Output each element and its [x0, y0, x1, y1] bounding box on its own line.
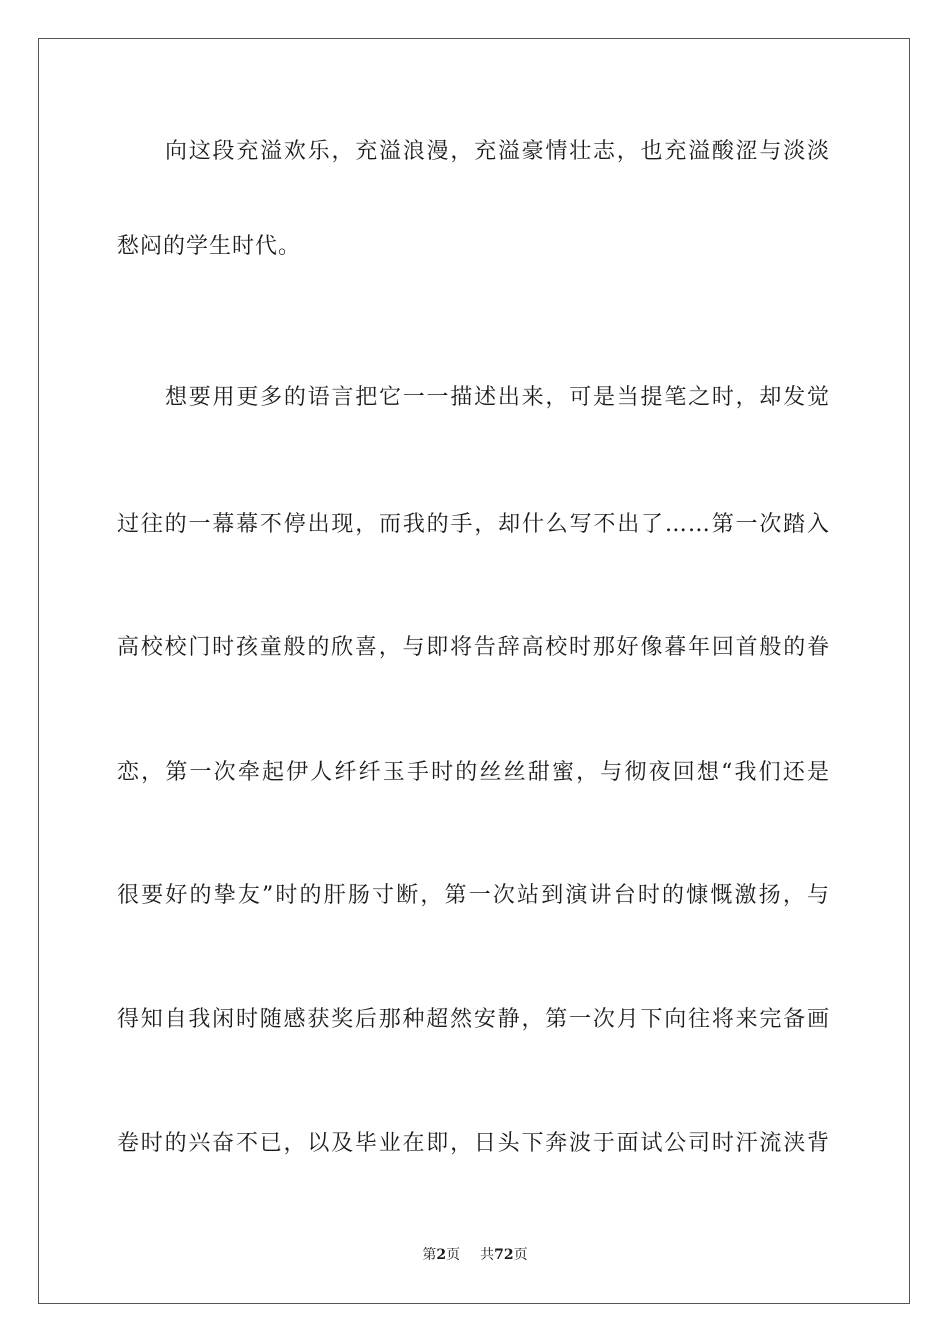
text-line-1: 向这段充溢欢乐，充溢浪漫，充溢豪情壮志，也充溢酸涩与淡淡 [165, 139, 830, 164]
text-line-5: 高校校门时孩童般的欣喜，与即将告辞高校时那好像暮年回首般的眷 [117, 635, 830, 660]
text-line-4: 过往的一幕幕不停出现，而我的手，却什么写不出了……第一次踏入 [117, 512, 830, 537]
total-prefix: 共 [480, 1247, 495, 1263]
text-line-3: 想要用更多的语言把它一一描述出来，可是当提笔之时，却发觉 [165, 385, 830, 410]
page-suffix: 页 [446, 1247, 461, 1263]
page-number: 2 [436, 1247, 447, 1263]
text-line-6: 恋，第一次牵起伊人纤纤玉手时的丝丝甜蜜，与彻夜回想“我们还是 [117, 760, 830, 785]
text-line-7: 很要好的挚友”时的肝肠寸断，第一次站到演讲台时的慷慨激扬，与 [117, 883, 830, 908]
total-pages: 72 [494, 1247, 514, 1263]
text-line-2: 愁闷的学生时代。 [117, 234, 302, 259]
page-footer [0, 1245, 950, 1265]
text-line-9: 卷时的兴奋不已，以及毕业在即，日头下奔波于面试公司时汗流浃背 [117, 1131, 830, 1156]
text-line-8: 得知自我闲时随感获奖后那种超然安静，第一次月下向往将来完备画 [117, 1007, 830, 1032]
page-prefix: 第 [422, 1247, 437, 1263]
total-suffix: 页 [513, 1247, 528, 1263]
page-border [38, 38, 910, 1304]
